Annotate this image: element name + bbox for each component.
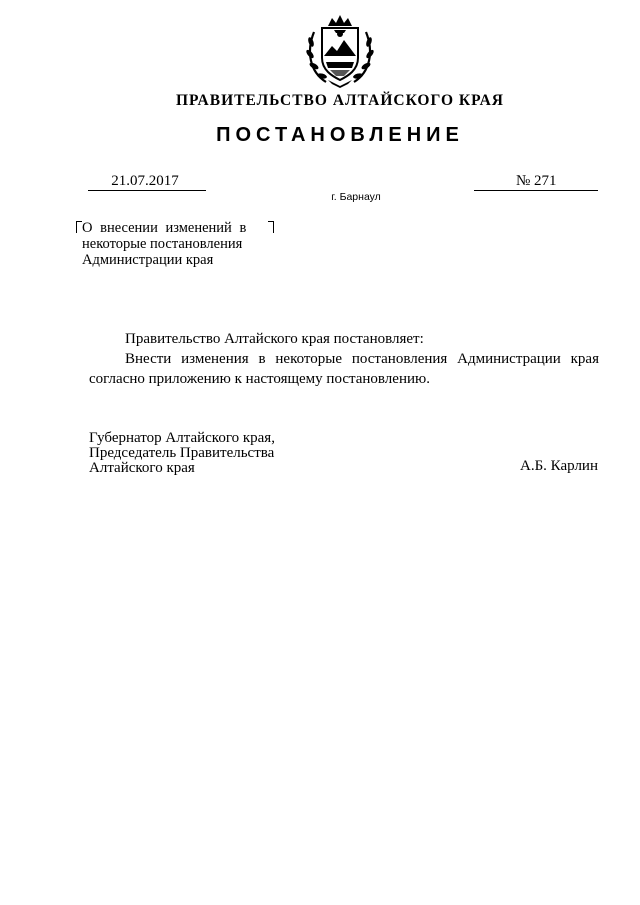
signer-name: А.Б. Карлин [519, 458, 598, 474]
body-paragraph-2: Внести изменения в некоторые постановления Администрации края согласно приложению к настоящему постановлению. [89, 351, 599, 387]
subject-line-1: О внесении изменений в [82, 220, 247, 236]
signer-title-line-1: Губернатор Алтайского края, [89, 430, 275, 446]
document-number [474, 172, 598, 191]
document-body [89, 329, 599, 389]
document-date: 21.07.2017 [88, 172, 206, 191]
subject-line-3: Администрации края [82, 252, 214, 268]
document-city: г. Барнаул [331, 191, 381, 203]
signer-title [89, 431, 369, 476]
body-paragraph-1: Правительство Алтайского края постановляет: [125, 331, 424, 347]
government-title: ПРАВИТЕЛЬСТВО АЛТАЙСКОГО КРАЯ [176, 92, 504, 109]
signer-title-line-2: Председатель Правительства [89, 445, 275, 461]
document-number-value: № 271 [516, 173, 557, 189]
document-subject [82, 220, 282, 268]
subject-line-2: некоторые постановления [82, 236, 243, 252]
signer-title-line-3: Алтайского края [89, 460, 195, 476]
document-type-title: ПОСТАНОВЛЕНИЕ [216, 124, 464, 146]
altai-coat-of-arms-icon [304, 12, 376, 88]
